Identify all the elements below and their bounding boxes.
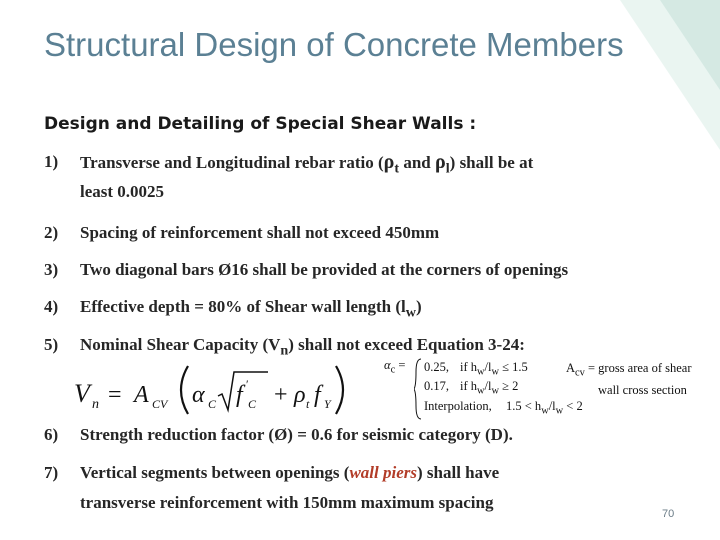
item-text: Strength reduction factor (Ø) = 0.6 for seismic category (D).	[80, 425, 513, 444]
alpha-c-definition	[384, 358, 584, 420]
eq-f-prime: ′	[246, 377, 249, 391]
item-number: 3)	[44, 260, 59, 279]
right-paren	[336, 366, 343, 414]
slide-subtitle: Design and Detailing of Special Shear Walls :	[44, 114, 477, 134]
eq-v-sub: n	[92, 397, 99, 412]
alpha-c-row-1: 0.25,	[424, 360, 449, 374]
eq-rho: ρ	[294, 382, 306, 408]
eq-v: V	[74, 379, 90, 408]
item-text: Nominal Shear Capacity $(V_n)$ shall not exceed Equation 3-24:	[80, 335, 525, 359]
item-text-line2: least 0.0025	[80, 182, 165, 201]
shear-capacity-equation	[70, 362, 350, 418]
slide-title: Structural Design of Concrete Members	[44, 26, 624, 63]
sqrt-sign	[218, 372, 268, 410]
list-item-4	[44, 292, 704, 322]
item-text: Spacing of reinforcement shall not exceed 450mm	[80, 223, 440, 242]
list-item-1	[44, 147, 704, 211]
item-text: Vertical segments between openings (wall piers) shall have	[80, 463, 500, 482]
acv-definition	[566, 360, 716, 398]
item-number: 5)	[44, 335, 59, 354]
list-item-3	[44, 255, 714, 285]
cases-brace	[414, 358, 422, 420]
eq-plus: +	[274, 382, 288, 408]
eq-rho-sub: t	[306, 397, 310, 411]
alpha-c-lhs: $\alpha_c$ =	[384, 358, 406, 376]
eq-equals: =	[108, 382, 122, 408]
alpha-c-row-2: 0.17,	[424, 379, 449, 393]
list-item-6	[44, 420, 704, 450]
eq-f-sub: C	[248, 397, 257, 411]
corner-decoration	[590, 0, 720, 150]
eq-alpha-sub: C	[208, 397, 217, 411]
list-item-5	[44, 330, 704, 360]
item-text-line2: transverse reinforcement with 150mm maximum spacing	[80, 493, 494, 512]
item-number: 4)	[44, 297, 59, 316]
acv-line-1: $A_{cv}$ = gross area of shear	[566, 361, 692, 379]
wall-piers-highlight: wall piers	[349, 463, 417, 482]
alpha-c-cond-3: $1.5 < h_w/l_w < 2$	[506, 399, 583, 417]
eq-a-sub: CV	[152, 397, 168, 411]
item-text: Two diagonal bars Ø16 shall be provided at the corners of openings	[80, 260, 569, 279]
page-number: 70	[662, 508, 675, 520]
item-number: 2)	[44, 223, 59, 242]
item-text: Effective depth = 80% of Shear wall length $(l_w)$	[80, 297, 422, 321]
left-paren	[181, 366, 188, 414]
eq-f: f	[236, 382, 243, 408]
alpha-c-cond-2: if $h_w/l_w \ge 2$	[460, 379, 519, 397]
eq-fy-sub: Y	[324, 397, 331, 411]
eq-a: A	[134, 382, 149, 408]
eq-fy: f	[314, 382, 321, 408]
alpha-c-row-3: Interpolation,	[424, 399, 492, 413]
acv-line-2: wall cross section	[598, 382, 687, 397]
item-number: 1)	[44, 152, 59, 171]
list-item-7	[44, 458, 664, 522]
item-number: 7)	[44, 463, 59, 482]
list-item-2	[44, 218, 704, 248]
alpha-c-cond-1: if $h_w/l_w \le 1.5$	[460, 360, 528, 378]
item-number: 6)	[44, 425, 59, 444]
eq-alpha: α	[192, 382, 205, 408]
item-text: Transverse and Longitudinal rebar ratio ($\rho_t$ and $\rho_l$) shall be at	[80, 151, 534, 177]
